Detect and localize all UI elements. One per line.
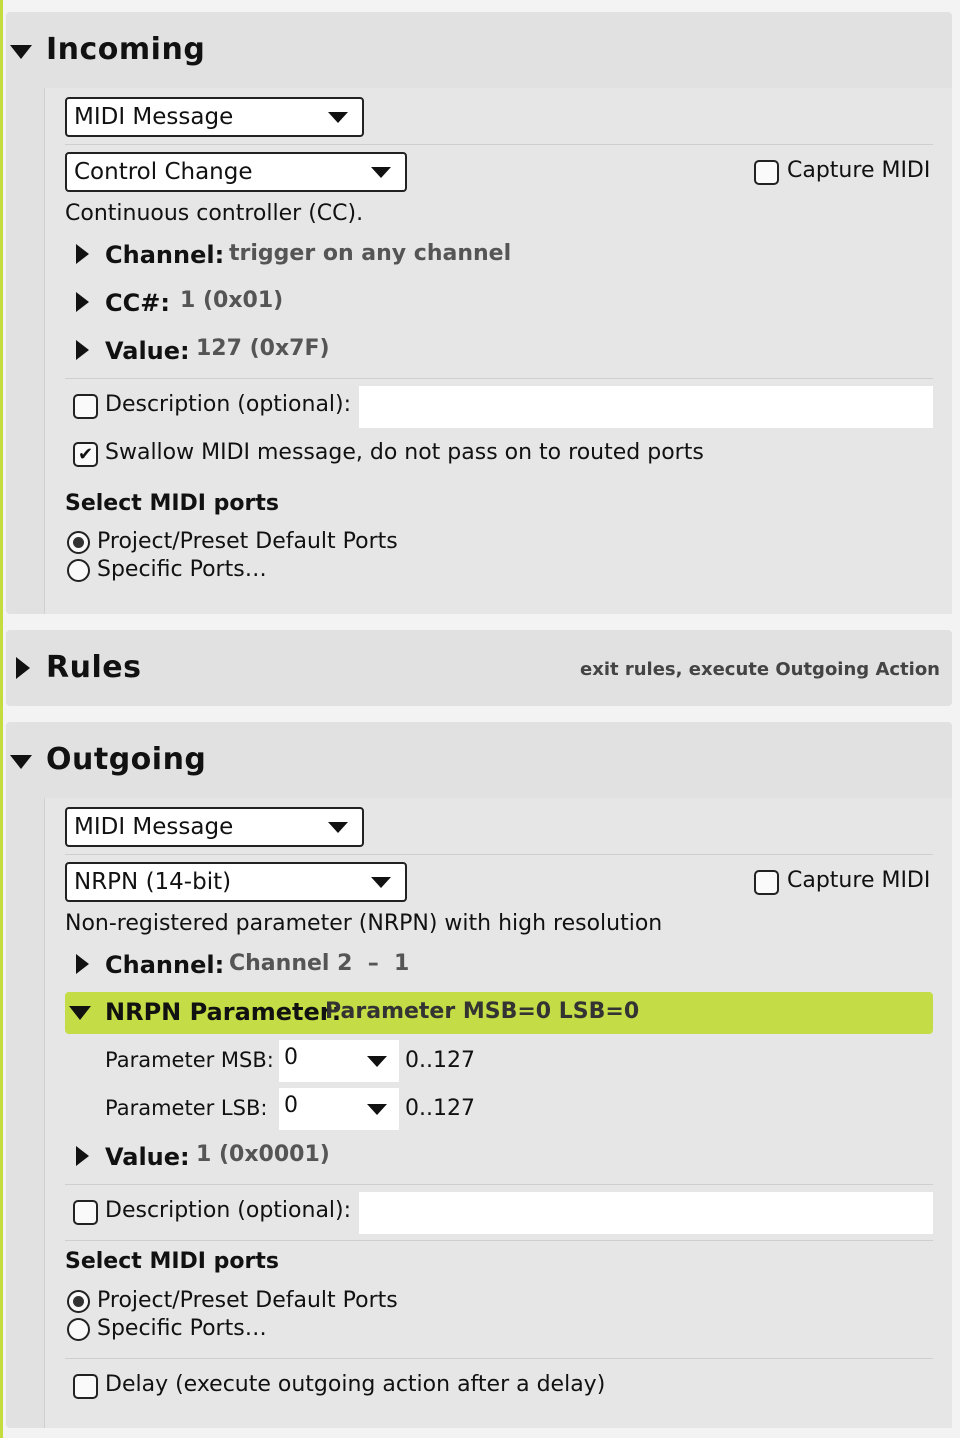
chevron-down-icon	[367, 1056, 387, 1067]
incoming-value-value: 127 (0x7F)	[196, 336, 330, 361]
incoming-value-label: Value:	[105, 337, 190, 365]
incoming-description-input[interactable]	[359, 386, 933, 428]
expand-triangle-icon[interactable]	[76, 954, 89, 974]
outgoing-message-type-value: MIDI Message	[74, 814, 234, 840]
outgoing-description-label: Description (optional):	[105, 1198, 352, 1223]
incoming-port-default-radio[interactable]	[67, 531, 90, 554]
collapse-triangle-icon[interactable]	[10, 755, 32, 769]
incoming-capture-midi-label: Capture MIDI	[787, 158, 931, 183]
collapse-triangle-icon[interactable]	[10, 45, 32, 59]
outgoing-title: Outgoing	[46, 742, 207, 777]
outgoing-body	[44, 798, 952, 1428]
incoming-port-specific-label: Specific Ports…	[97, 557, 267, 582]
expand-triangle-icon[interactable]	[76, 292, 89, 312]
divider	[65, 1240, 933, 1241]
chevron-down-icon	[371, 877, 391, 888]
nrpn-msb-value: 0	[284, 1045, 298, 1070]
incoming-header[interactable]	[6, 12, 952, 88]
chevron-down-icon	[367, 1104, 387, 1115]
incoming-body	[44, 88, 952, 614]
chevron-down-icon	[328, 822, 348, 833]
outgoing-message-type-select[interactable]	[65, 807, 364, 847]
outgoing-message-subtype-value: NRPN (14-bit)	[74, 869, 232, 895]
outgoing-port-default-label: Project/Preset Default Ports	[97, 1288, 398, 1313]
incoming-swallow-label: Swallow MIDI message, do not pass on to routed ports	[105, 440, 704, 465]
outgoing-port-specific-radio[interactable]	[67, 1318, 90, 1341]
nrpn-msb-label: Parameter MSB:	[105, 1048, 274, 1072]
expand-triangle-icon[interactable]	[16, 657, 30, 679]
incoming-channel-value: trigger on any channel	[229, 241, 512, 266]
nrpn-lsb-value: 0	[284, 1093, 298, 1118]
outgoing-port-default-radio[interactable]	[67, 1290, 90, 1313]
outgoing-type-description: Non-registered parameter (NRPN) with high resolution	[65, 911, 663, 936]
divider	[65, 144, 933, 145]
rules-section[interactable]	[6, 630, 952, 706]
outgoing-message-subtype-select[interactable]	[65, 862, 407, 902]
outgoing-channel-label: Channel:	[105, 951, 225, 979]
outgoing-description-checkbox[interactable]	[73, 1200, 98, 1225]
nrpn-msb-range: 0..127	[405, 1048, 475, 1073]
incoming-message-subtype-value: Control Change	[74, 159, 253, 185]
chevron-down-icon	[328, 112, 348, 123]
rules-title: Rules	[46, 650, 142, 685]
incoming-channel-label: Channel:	[105, 241, 225, 269]
outgoing-channel-value: Channel 2 – 1	[229, 951, 410, 976]
rules-summary: exit rules, execute Outgoing Action	[580, 659, 940, 680]
left-accent-bar	[0, 0, 3, 1438]
outgoing-section	[6, 722, 952, 1428]
outgoing-value-value: 1 (0x0001)	[196, 1142, 330, 1167]
expand-triangle-icon[interactable]	[76, 340, 89, 360]
chevron-down-icon	[371, 167, 391, 178]
incoming-title: Incoming	[46, 32, 206, 67]
outgoing-ports-heading: Select MIDI ports	[65, 1249, 279, 1274]
outgoing-header[interactable]	[6, 722, 952, 798]
incoming-message-type-value: MIDI Message	[74, 104, 234, 130]
nrpn-parameter-value: Parameter MSB=0 LSB=0	[325, 999, 640, 1024]
nrpn-lsb-select[interactable]	[279, 1088, 399, 1130]
outgoing-delay-checkbox[interactable]	[73, 1374, 98, 1399]
outgoing-port-specific-label: Specific Ports…	[97, 1316, 267, 1341]
incoming-cc-label: CC#:	[105, 289, 170, 317]
divider	[65, 854, 933, 855]
divider	[65, 1184, 933, 1185]
incoming-port-specific-radio[interactable]	[67, 559, 90, 582]
incoming-message-type-select[interactable]	[65, 97, 364, 137]
incoming-port-default-label: Project/Preset Default Ports	[97, 529, 398, 554]
nrpn-parameter-row[interactable]	[65, 992, 933, 1034]
incoming-section	[6, 12, 952, 614]
incoming-swallow-checkbox[interactable]: ✔	[73, 442, 98, 467]
incoming-ports-heading: Select MIDI ports	[65, 491, 279, 516]
incoming-cc-value: 1 (0x01)	[180, 288, 284, 313]
incoming-message-subtype-select[interactable]	[65, 152, 407, 192]
expand-triangle-icon[interactable]	[76, 244, 89, 264]
outgoing-delay-label: Delay (execute outgoing action after a delay)	[105, 1372, 606, 1397]
incoming-description-checkbox[interactable]	[73, 394, 98, 419]
divider	[65, 378, 933, 379]
incoming-description-label: Description (optional):	[105, 392, 352, 417]
outgoing-description-input[interactable]	[359, 1192, 933, 1234]
nrpn-lsb-range: 0..127	[405, 1096, 475, 1121]
nrpn-msb-select[interactable]	[279, 1040, 399, 1082]
incoming-type-description: Continuous controller (CC).	[65, 201, 364, 226]
collapse-triangle-icon[interactable]	[69, 1006, 91, 1020]
incoming-capture-midi-checkbox[interactable]	[754, 160, 779, 185]
expand-triangle-icon[interactable]	[76, 1146, 89, 1166]
outgoing-value-label: Value:	[105, 1143, 190, 1171]
outgoing-capture-midi-label: Capture MIDI	[787, 868, 931, 893]
divider	[65, 1358, 933, 1359]
nrpn-lsb-label: Parameter LSB:	[105, 1096, 268, 1120]
outgoing-capture-midi-checkbox[interactable]	[754, 870, 779, 895]
nrpn-parameter-label: NRPN Parameter:	[105, 998, 342, 1026]
